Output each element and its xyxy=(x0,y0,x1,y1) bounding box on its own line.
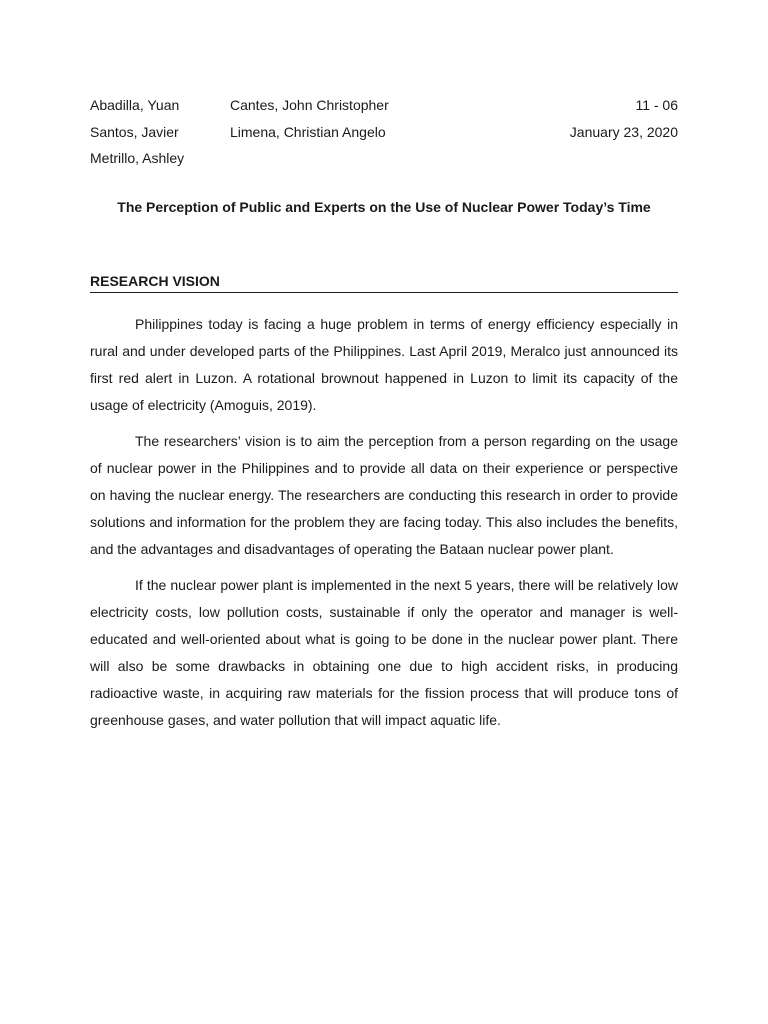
section-date-column xyxy=(570,92,678,145)
author-column-1 xyxy=(90,92,184,172)
paragraph: The researchers’ vision is to aim the perception from a person regarding on the usage of nuclear power in the Philippines and to provide all data on their experience or perspective on having the nuclear energy. The researchers are conducting this research in order to provide solutions and information for the problem they are facing today. This also includes the benefits, and the advantages and disadvantages of operating the Bataan nuclear power plant. xyxy=(90,433,678,557)
author-column-2 xyxy=(230,92,389,145)
paper-title: The Perception of Public and Experts on the Use of Nuclear Power Today’s Time xyxy=(117,199,651,215)
author-name: Santos, Javier xyxy=(90,123,179,140)
document-date: January 23, 2020 xyxy=(569,123,678,140)
paragraph: If the nuclear power plant is implemented in the next 5 years, there will be relatively low electricity costs, low pollution costs, sustainable if only the operator and manager is well-educated and well-oriented about what is going to be done in the nuclear power plant. There will also be some drawbacks in obtaining one due to high accident risks, in producing radioactive waste, in acquiring raw materials for the fission process that will produce tons of greenhouse gases, and water pollution that will impact aquatic life. xyxy=(90,577,678,728)
body-text xyxy=(90,311,678,743)
class-section: 11 - 06 xyxy=(635,97,678,113)
author-name: Metrillo, Ashley xyxy=(90,150,185,166)
paragraph: Philippines today is facing a huge problem in terms of energy efficiency especially in rural and under developed parts of the Philippines. Last April 2019, Meralco just announced its first red alert in Luzon. A rotational brownout happened in Luzon to limit its capacity of the usage of electricity (Amoguis, 2019). xyxy=(90,316,678,413)
author-name: Cantes, John Christopher xyxy=(230,97,389,113)
section-heading: RESEARCH VISION xyxy=(90,273,678,293)
author-name: Abadilla, Yuan xyxy=(90,97,180,113)
author-name: Limena, Christian Angelo xyxy=(230,123,386,140)
